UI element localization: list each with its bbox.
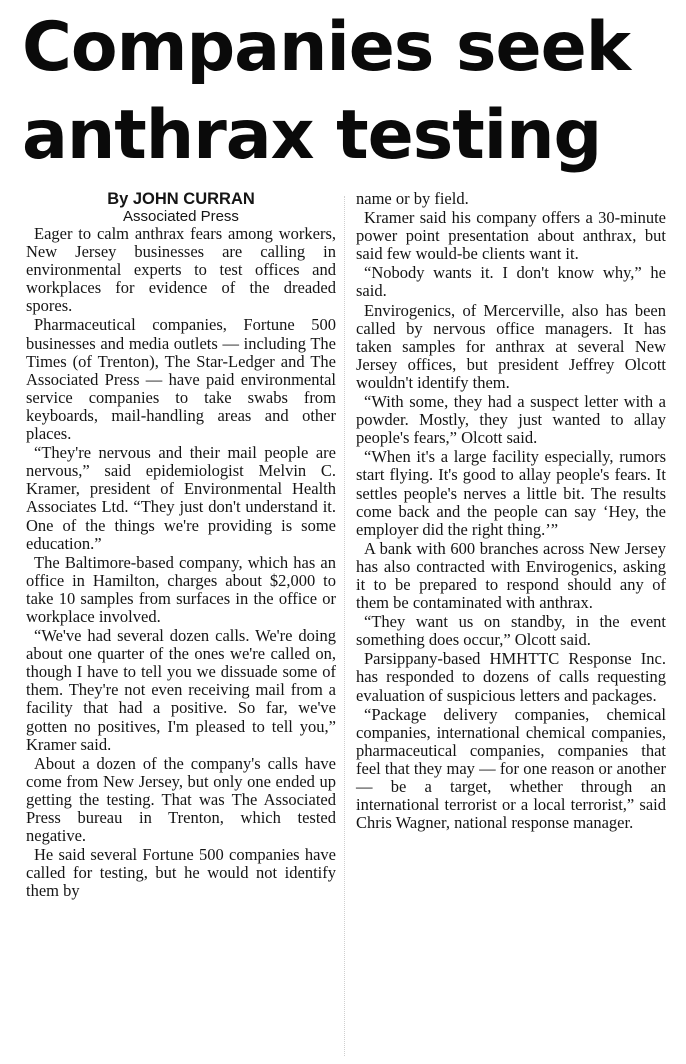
headline-line-1: Companies seek xyxy=(22,8,630,87)
paragraph: “We've had several dozen calls. We're doing about one quarter of the ones we're called on, though I have to tell you we dissuade some of them. They're not even receiving mail from a facility that had a positive. So far, we've gotten no positives, I'm pleased to tell you,” Kramer said. xyxy=(26,626,336,754)
paragraph: A bank with 600 branches across New Jersey has also contracted with Envirogenics, asking it to be prepared to respond should any of them be contaminated with anthrax. xyxy=(356,538,666,613)
paragraph: About a dozen of the company's calls have come from New Jersey, but only one ended up getting the testing. That was The Associated Press bureau in Trenton, which tested negative. xyxy=(26,753,336,846)
byline-organization: Associated Press xyxy=(123,208,239,225)
paragraph: “When it's a large facility especially, rumors start flying. It's good to allay people's fears. It settles people's nerves a little bit. The results come back and the people can say ‘Hey, the employer did the right thing.’” xyxy=(356,447,666,539)
paragraph: Eager to calm anthrax fears among workers, New Jersey businesses are calling in environmental experts to test offices and workplaces for evidence of the dreaded spores. xyxy=(26,224,336,316)
article-column-left xyxy=(26,190,336,901)
byline: By JOHN CURRAN xyxy=(107,190,255,208)
paragraph: Kramer said his company offers a 30-minute power point presentation about anthrax, but said few would-be clients want it. xyxy=(356,208,666,264)
paragraph: “They're nervous and their mail people are nervous,” said epidemiologist Melvin C. Kramer, president of Environmental Health Associates Ltd. “They just don't understand it. One of the things we're providing is some education.” xyxy=(26,443,336,553)
paragraph: “Package delivery companies, chemical companies, international chemical companies, pharmaceutical companies, companies that feel that they may — for one reason or another — be a target, whether through an international terrorist or a local terrorist,” said Chris Wagner, national response manager. xyxy=(356,704,666,833)
paragraph: The Baltimore-based company, which has an office in Hamilton, charges about $2,000 to take 10 samples from surfaces in the office or workplace involved. xyxy=(26,552,336,626)
column-divider xyxy=(344,196,345,1056)
paragraph: “They want us on standby, in the event something does occur,” Olcott said. xyxy=(356,612,666,650)
paragraph: “Nobody wants it. I don't know why,” he said. xyxy=(356,263,666,301)
headline xyxy=(22,4,672,180)
paragraph-continuation: name or by field. xyxy=(356,189,469,208)
paragraph: “With some, they had a suspect letter with a powder. Mostly, they just wanted to allay people's fears,” Olcott said. xyxy=(356,392,666,448)
paragraph: Pharmaceutical companies, Fortune 500 businesses and media outlets — including The Times (of Trenton), The Star-Ledger and The Associated Press — have paid environmental service companies to take swabs from keyboards, mail-handling areas and other places. xyxy=(26,315,336,444)
article-column-right xyxy=(356,190,666,833)
headline-line-2: anthrax testing xyxy=(22,96,602,175)
paragraph: Parsippany-based HMHTTC Response Inc. has responded to dozens of calls requesting evaluation of suspicious letters and packages. xyxy=(356,649,666,705)
paragraph: He said several Fortune 500 companies have called for testing, but he would not identify them by xyxy=(26,845,336,901)
paragraph: Envirogenics, of Mercerville, also has been called by nervous office managers. It has taken samples for anthrax at several New Jersey offices, but president Jeffrey Olcott wouldn't identify them. xyxy=(356,300,666,392)
